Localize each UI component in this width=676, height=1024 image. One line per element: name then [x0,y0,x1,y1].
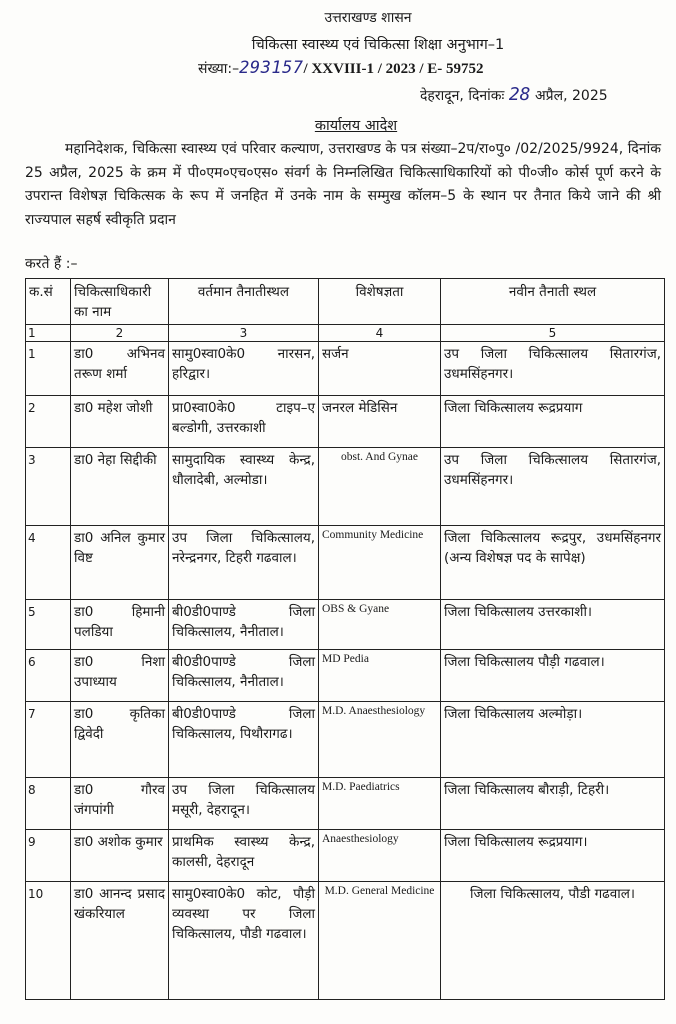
row-serial: 4 [26,526,71,600]
row-specialization: M.D. Paediatrics [319,778,441,830]
row-new-posting: जिला चिकित्सालय रूद्रप्रयाग [441,396,665,448]
row-name: डा0 अशोक कुमार [71,830,169,882]
table-row [26,342,665,396]
date-suffix: अप्रैल, 2025 [534,88,608,104]
row-new-posting: जिला चिकित्सालय रूद्रप्रयाग। [441,830,665,882]
row-specialization: Community Medicine [319,526,441,600]
row-new-posting: जिला चिकित्सालय रूद्रपुर, उधमसिंहनगर (अन्य विशेषज्ञ पद के सापेक्ष) [441,526,665,600]
row-new-posting: जिला चिकित्सालय उत्तरकाशी। [441,600,665,650]
row-new-posting: जिला चिकित्सालय बौराड़ी, टिहरी। [441,778,665,830]
column-number-row [26,325,665,342]
header-new-posting: नवीन तैनाती स्थल [441,279,665,325]
row-current-posting: उप जिला चिकित्सालय, नरेन्द्रनगर, टिहरी गढवाल। [169,526,319,600]
header-current-posting: वर्तमान तैनातीस्थल [169,279,319,325]
row-name: डा0 अभिनव तरूण शर्मा [71,342,169,396]
table-row [26,830,665,882]
header-specialization: विशेषज्ञता [319,279,441,325]
row-serial: 8 [26,778,71,830]
table-header-row [26,279,665,325]
row-name: डा0 गौरव जंगपांगी [71,778,169,830]
order-title: कार्यालय आदेश [314,118,398,134]
row-serial: 6 [26,650,71,702]
table-row [26,650,665,702]
row-new-posting: जिला चिकित्सालय, पौडी गढवाल। [441,882,665,1000]
department-title: चिकित्सा स्वास्थ्य एवं चिकित्सा शिक्षा अनुभाग–1 [251,37,505,53]
row-serial: 10 [26,882,71,1000]
handwritten-date: 28 [508,84,531,105]
table-row [26,448,665,526]
row-specialization: जनरल मेडिसिन [319,396,441,448]
column-number: 3 [169,325,319,342]
postings-table [25,278,665,1000]
table-row [26,778,665,830]
row-serial: 7 [26,702,71,778]
number-reference: / XXVIII-1 / 2023 / E- 59752 [303,61,484,77]
table-row [26,882,665,1000]
place-date [420,84,608,105]
row-serial: 5 [26,600,71,650]
table-row [26,600,665,650]
row-current-posting: प्रा0स्वा0के0 टाइप–ए बल्डोगी, उत्तरकाशी [169,396,319,448]
row-specialization: Anaesthesiology [319,830,441,882]
row-specialization: obst. And Gynae [319,448,441,526]
row-specialization: सर्जन [319,342,441,396]
column-number: 1 [26,325,71,342]
column-number: 2 [71,325,169,342]
table-row [26,702,665,778]
row-name: डा0 अनिल कुमार विष्ट [71,526,169,600]
place-date-prefix: देहरादून, दिनांकः [420,88,505,104]
row-current-posting: सामु0स्वा0के0 नारसन, हरिद्वार। [169,342,319,396]
header-name: चिकित्साधिकारी का नाम [71,279,169,325]
row-name: डा0 हिमानी पलडिया [71,600,169,650]
row-serial: 9 [26,830,71,882]
row-name: डा0 महेश जोशी [71,396,169,448]
table-row [26,396,665,448]
row-serial: 1 [26,342,71,396]
handwritten-number: 293157 [239,58,304,78]
row-name: डा0 कृतिका द्विवेदी [71,702,169,778]
government-title: उत्तराखण्ड शासन [324,10,412,26]
row-serial: 2 [26,396,71,448]
header-serial: क.सं [26,279,71,325]
column-number: 4 [319,325,441,342]
row-current-posting: सामु0स्वा0के0 कोट, पौड़ी व्यवस्था पर जिला चिकित्सालय, पौडी गढवाल। [169,882,319,1000]
row-current-posting: प्राथमिक स्वास्थ्य केन्द्र, कालसी, देहरादून [169,830,319,882]
row-specialization: MD Pedia [319,650,441,702]
row-current-posting: बी0डी0पाण्डे जिला चिकित्सालय, नैनीताल। [169,600,319,650]
row-current-posting: बी0डी0पाण्डे जिला चिकित्सालय, नैनीताल। [169,650,319,702]
row-specialization: OBS & Gyane [319,600,441,650]
row-new-posting: जिला चिकित्सालय अल्मोड़ा। [441,702,665,778]
row-serial: 3 [26,448,71,526]
row-current-posting: उप जिला चिकित्सालय मसूरी, देहरादून। [169,778,319,830]
column-number: 5 [441,325,665,342]
order-paragraph-end: करते हैं :– [25,256,78,272]
row-current-posting: बी0डी0पाण्डे जिला चिकित्सालय, पिथौरागढ। [169,702,319,778]
row-specialization: M.D. General Medicine [319,882,441,1000]
row-name: डा0 निशा उपाध्याय [71,650,169,702]
row-specialization: M.D. Anaesthesiology [319,702,441,778]
table-row [26,526,665,600]
row-new-posting: जिला चिकित्सालय पौड़ी गढवाल। [441,650,665,702]
number-prefix: संख्या:– [198,61,240,77]
row-current-posting: सामुदायिक स्वास्थ्य केन्द्र, धौलादेबी, अल्मोडा। [169,448,319,526]
row-name: डा0 नेहा सिद्दीकी [71,448,169,526]
order-paragraph: महानिदेशक, चिकित्सा स्वास्थ्य एवं परिवार कल्याण, उत्तराखण्ड के पत्र संख्या–2प/रा०पु० /02/2025/9924, दिनांक 25 अप्रैल, 2025 के क्रम में पी०एम०एच०एस० संवर्ग के निम्नलिखित चिकित्साधिकारियों को पी०जी० कोर्स पूर्ण करने के उपरान्त विशेषज्ञ चिकित्सक के रूप में जनहित में उनके नाम के सम्मुख कॉलम–5 के स्थान पर तैनात किये जाने की श्री राज्यपाल सहर्ष स्वीकृति प्रदान [25,141,661,228]
row-new-posting: उप जिला चिकित्सालय सितारगंज, उधमसिंहनगर। [441,448,665,526]
row-name: डा0 आनन्द प्रसाद खंकरियाल [71,882,169,1000]
row-new-posting: उप जिला चिकित्सालय सितारगंज, उधमसिंहनगर। [441,342,665,396]
reference-number [198,58,484,78]
